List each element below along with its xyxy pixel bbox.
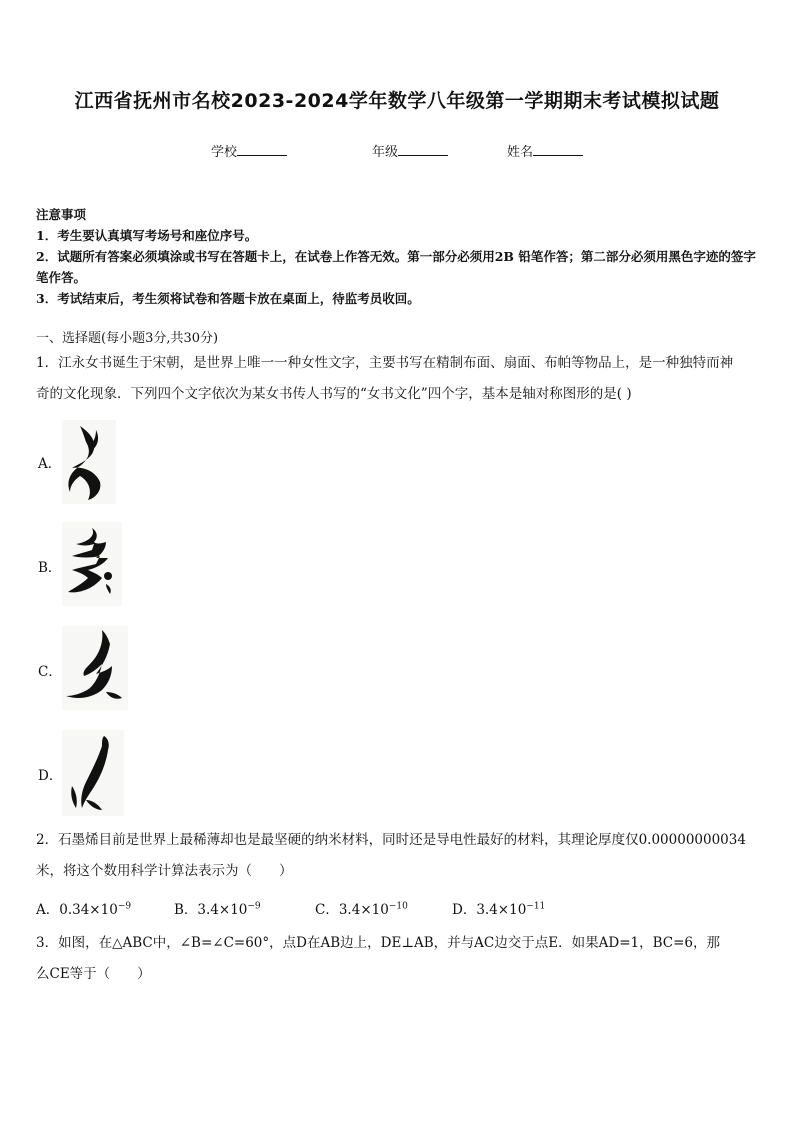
q2-line-2: 米，将这个数用科学计算法表示为（ ） <box>36 863 293 879</box>
name-blank[interactable] <box>533 143 583 156</box>
note-item-2: 2．试题所有答案必须填涂或书写在答题卡上，在试卷上作答无效。第一部分必须用2B 铅笔作答；第二部分必须用黑色字迹的签字笔作答。 <box>36 249 756 285</box>
q3-line-1: 3．如图，在△ABC中，∠B=∠C=60°，点D在AB边上，DE⊥AB，并与AC边交于点E．如果AD=1，BC=6，那 <box>36 935 720 951</box>
q1-option-b-label[interactable]: B． <box>38 560 62 576</box>
q2-option-b[interactable]: B．$3.4\times 10^{-9}$ <box>174 901 261 918</box>
school-field <box>211 141 287 160</box>
grade-label: 年级 <box>372 145 399 160</box>
grade-blank[interactable] <box>398 143 448 156</box>
question-1 <box>36 348 760 410</box>
q2-option-c[interactable]: C．$3.4\times 10^{-10}$ <box>315 901 408 918</box>
school-blank[interactable] <box>237 143 287 156</box>
name-field <box>507 141 583 160</box>
note-item-3: 3．考试结束后，考生须将试卷和答题卡放在桌面上，待监考员收回。 <box>36 291 420 306</box>
name-label: 姓名 <box>507 145 534 160</box>
q1-option-c-label[interactable]: C． <box>38 664 62 680</box>
school-label: 学校 <box>211 145 238 160</box>
q2-line-1: 2．石墨烯目前是世界上最稀薄却也是最坚硬的纳米材料，同时还是导电性最好的材料，其理论厚度仅0.00000000034 <box>36 832 746 848</box>
note-item-1: 1．考生要认真填写考场号和座位序号。 <box>36 228 258 243</box>
nvshu-nv-glyph <box>62 420 116 504</box>
section-title: 一、选择题(每小题3分,共30分) <box>36 331 219 346</box>
question-2 <box>36 825 760 887</box>
nvshu-shu-glyph <box>62 522 122 606</box>
notes-block <box>36 204 760 309</box>
notes-heading: 注意事项 <box>36 207 87 222</box>
q3-line-2: 么CE等于（ ） <box>36 966 151 982</box>
q1-line-2: 奇的文化现象．下列四个文字依次为某女书传人书写的“女书文化”四个字，基本是轴对称图形的是( ) <box>36 386 632 402</box>
q1-option-d-label[interactable]: D． <box>38 768 63 784</box>
grade-field <box>372 141 448 160</box>
exam-title: 江西省抚州市名校2023-2024学年数学八年级第一学期期末考试模拟试题 <box>74 90 720 112</box>
q1-option-a-label[interactable]: A． <box>38 456 62 472</box>
nvshu-wen-glyph <box>62 626 128 710</box>
q2-option-a[interactable]: A．$0.34\times 10^{-9}$ <box>36 901 132 918</box>
q1-line-1: 1．江永女书诞生于宋朝，是世界上唯一一种女性文字，主要书写在精制布面、扇面、布帕等物品上，是一种独特而神 <box>36 355 734 371</box>
question-3 <box>36 928 760 990</box>
nvshu-hua-glyph <box>62 730 124 816</box>
q2-option-d[interactable]: D．$3.4\times 10^{-11}$ <box>452 901 546 918</box>
